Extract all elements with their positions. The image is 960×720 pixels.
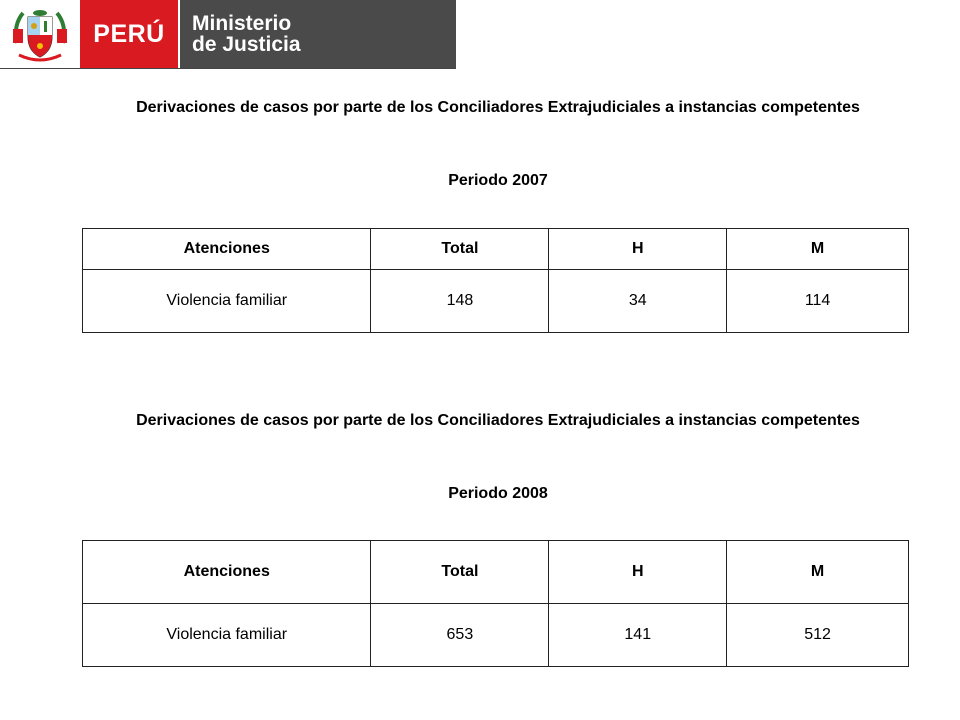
ministry-name-line2: de Justicia	[192, 33, 301, 56]
ministry-brand-block	[180, 0, 456, 68]
cell-atenciones: Violencia familiar	[83, 604, 371, 667]
table-header-row	[83, 541, 909, 604]
cell-h: 34	[549, 270, 727, 333]
cell-atenciones: Violencia familiar	[83, 270, 371, 333]
header-banner	[0, 0, 456, 69]
column-header-h: H	[549, 541, 727, 604]
period-label-2007: Periodo 2007	[448, 172, 548, 189]
column-header-m: M	[727, 229, 909, 270]
column-header-atenciones: Atenciones	[83, 541, 371, 604]
country-name: PERÚ	[93, 19, 165, 48]
cell-m: 114	[727, 270, 909, 333]
period-label-2008: Periodo 2008	[448, 485, 548, 502]
column-header-total: Total	[371, 541, 549, 604]
table-2007	[82, 228, 909, 333]
cell-total: 653	[371, 604, 549, 667]
column-header-h: H	[549, 229, 727, 270]
table-header-row	[83, 229, 909, 270]
table-row	[83, 604, 909, 667]
peru-brand-block	[80, 0, 178, 68]
ministry-name-line1: Ministerio	[192, 12, 292, 35]
cell-m: 512	[727, 604, 909, 667]
table-row	[83, 270, 909, 333]
column-header-total: Total	[371, 229, 549, 270]
table-2008	[82, 540, 909, 667]
cell-h: 141	[549, 604, 727, 667]
cell-total: 148	[371, 270, 549, 333]
column-header-atenciones: Atenciones	[83, 229, 371, 270]
column-header-m: M	[727, 541, 909, 604]
national-seal	[0, 0, 80, 68]
section-title-2008: Derivaciones de casos por parte de los Conciliadores Extrajudiciales a instancias competentes	[136, 412, 860, 429]
section-title-2007: Derivaciones de casos por parte de los Conciliadores Extrajudiciales a instancias competentes	[136, 99, 860, 116]
coat-of-arms-icon	[9, 3, 71, 65]
